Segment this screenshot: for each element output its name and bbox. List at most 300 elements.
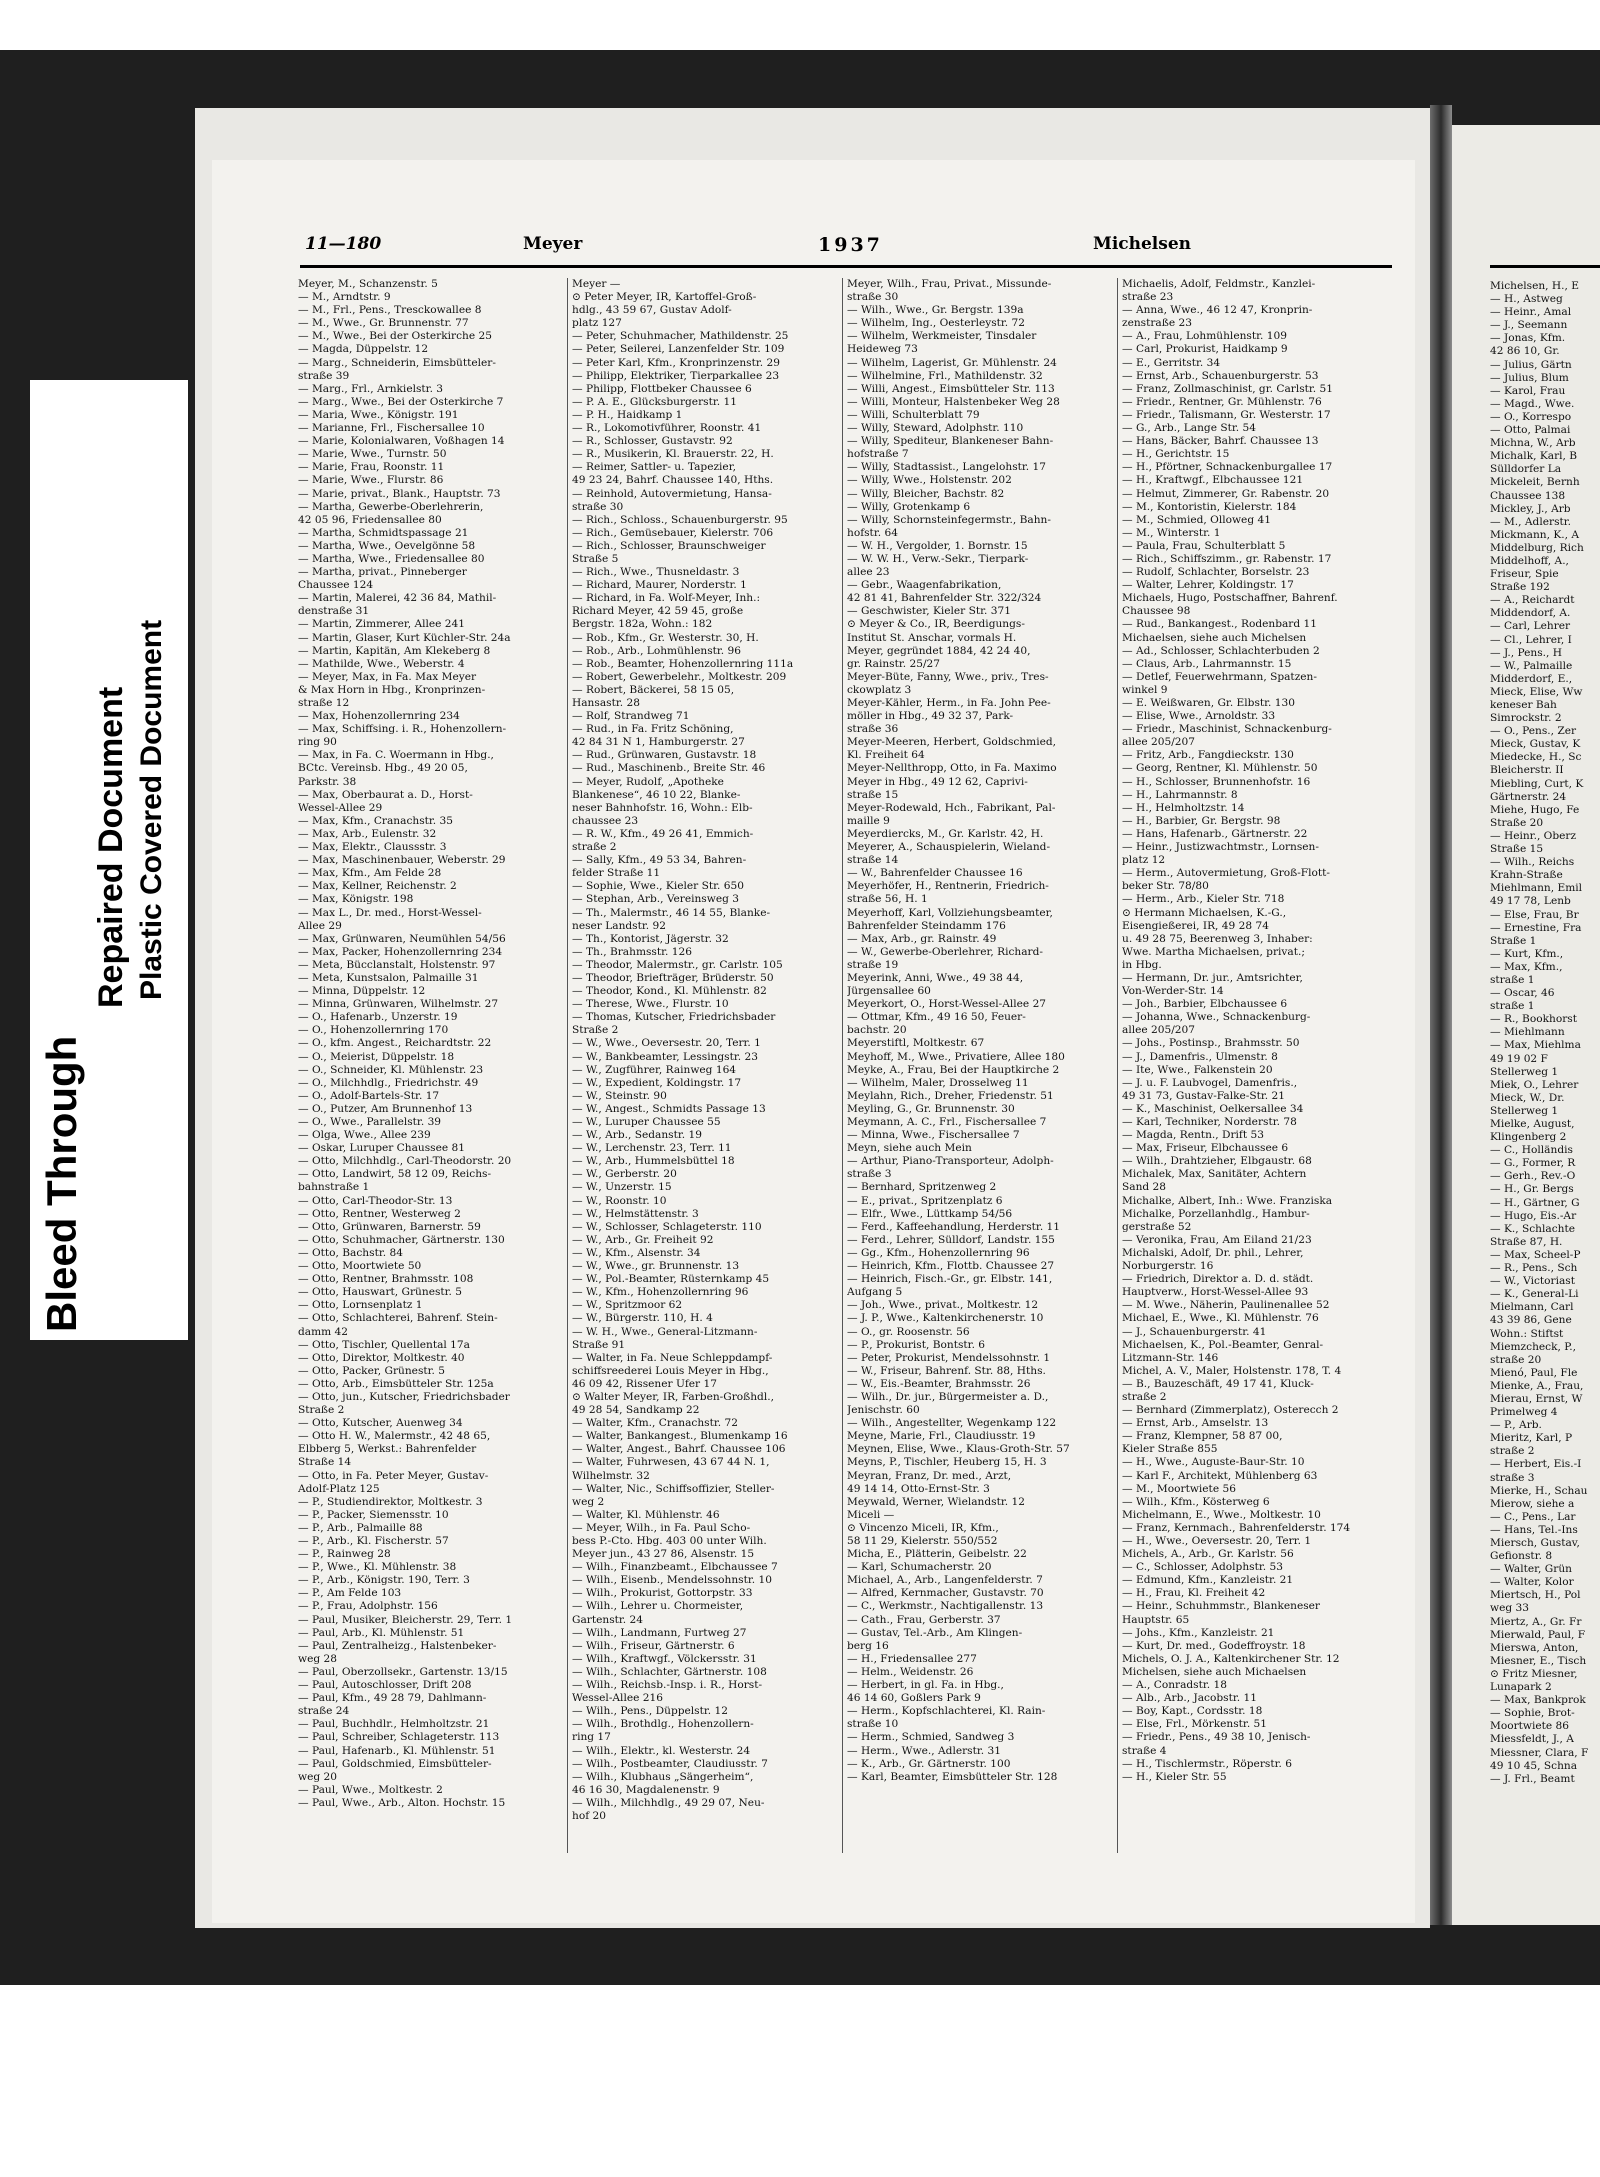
directory-line: — Th., Brahmsstr. 126 <box>572 945 692 958</box>
directory-line: — R., Lokomotivführer, Roonstr. 41 <box>572 422 762 435</box>
directory-line: — Minna, Wwe., Fischersallee 7 <box>847 1129 1020 1142</box>
directory-line: — Hans, Tel.-Ins <box>1490 1523 1578 1536</box>
directory-line: weg 28 <box>298 1652 337 1665</box>
directory-line: — W., Gerberstr. 20 <box>572 1168 677 1181</box>
directory-column-right-page <box>1490 280 1598 1920</box>
directory-line: — O., Meierist, Düppelstr. 18 <box>298 1050 455 1063</box>
directory-line: — Fritz, Arb., Fangdieckstr. 130 <box>1122 749 1294 762</box>
directory-line: — Herbert, in gl. Fa. in Hbg., <box>847 1679 1004 1692</box>
directory-line: — M., Schmied, Olloweg 41 <box>1122 513 1271 526</box>
running-head-left: Meyer <box>523 234 583 254</box>
directory-line: Meyne, Marie, Frl., Claudiusstr. 19 <box>847 1430 1036 1443</box>
directory-line: — Richard, Maurer, Norderstr. 1 <box>572 579 747 592</box>
directory-line: — E., Gerritstr. 34 <box>1122 356 1221 369</box>
directory-line: — Heinrich, Fisch.-Gr., gr. Elbstr. 141, <box>847 1273 1053 1286</box>
directory-line: — Willy, Wwe., Holstenstr. 202 <box>847 474 1012 487</box>
directory-line: Mienó, Paul, Fle <box>1490 1366 1578 1379</box>
directory-line: Miehlmann, Emil <box>1490 882 1583 895</box>
directory-line: — Walter, Bankangest., Blumenkamp 16 <box>572 1430 788 1443</box>
directory-line: — Veronika, Frau, Am Eiland 21/23 <box>1122 1233 1312 1246</box>
directory-line: — Elfr., Wwe., Lüttkamp 54/56 <box>847 1207 1013 1220</box>
directory-line: 46 16 30, Magdalenenstr. 9 <box>572 1783 720 1796</box>
directory-line: — A., Reichardt <box>1490 594 1575 607</box>
directory-line: — W., Arb., Sedanstr. 19 <box>572 1129 702 1142</box>
directory-line: Stellerweg 1 <box>1490 1104 1559 1117</box>
directory-line: — Paula, Frau, Schulterblatt 5 <box>1122 539 1286 552</box>
directory-line: straße 30 <box>572 500 624 513</box>
directory-line: Straße 20 <box>1490 816 1544 829</box>
directory-line: Meyn, siehe auch Mein <box>847 1142 972 1155</box>
directory-line: — Arthur, Piano-Transporteur, Adolph- <box>847 1155 1054 1168</box>
directory-line: neser Landstr. 92 <box>572 919 666 932</box>
directory-line: — Martha, Wwe., Oevelgönne 58 <box>298 539 476 552</box>
directory-line: — Franz, Kernmach., Bahrenfelderstr. 174 <box>1122 1521 1351 1534</box>
directory-line: Hauptverw., Horst-Wessel-Allee 93 <box>1122 1286 1309 1299</box>
directory-line: — Detlef, Feuerwehrmann, Spatzen- <box>1122 670 1317 683</box>
directory-line: Straße 5 <box>572 552 619 565</box>
directory-line: Mierow, siehe a <box>1490 1497 1575 1510</box>
directory-line: Meylahn, Rich., Dreher, Friedenstr. 51 <box>847 1089 1054 1102</box>
directory-line: — Bernhard (Zimmerplatz), Osterecch 2 <box>1122 1404 1339 1417</box>
directory-line: maille 9 <box>847 814 890 827</box>
directory-line: Meywald, Werner, Wielandstr. 12 <box>847 1495 1025 1508</box>
page-number: 11—180 <box>305 234 382 254</box>
directory-line: — H., Pförtner, Schnackenburgallee 17 <box>1122 461 1333 474</box>
directory-line: 49 28 54, Sandkamp 22 <box>572 1404 700 1417</box>
directory-line: — Karl, Beamter, Eimsbütteler Str. 128 <box>847 1770 1058 1783</box>
column-separator <box>567 278 568 1853</box>
running-head-right: Michelsen <box>1093 234 1192 254</box>
directory-line: — M., Kontoristin, Kielerstr. 184 <box>1122 500 1297 513</box>
directory-line: — Heinr., Schuhmmstr., Blankeneser <box>1122 1600 1320 1613</box>
directory-line: ⊙ Meyer & Co., IR, Beerdigungs- <box>847 618 1025 631</box>
directory-line: — Herm., Kopfschlachterei, Kl. Rain- <box>847 1705 1046 1718</box>
directory-line: Meyerer, A., Schauspielerin, Wieland- <box>847 841 1051 854</box>
directory-line: — C., Pens., Lar <box>1490 1510 1576 1523</box>
directory-line: Meyer, Wilh., Frau, Privat., Missunde- <box>847 278 1052 290</box>
directory-line: weg 2 <box>572 1495 605 1508</box>
directory-line: — Joh., Barbier, Elbchaussee 6 <box>1122 998 1288 1011</box>
directory-line: — Max, Miehlma <box>1490 1039 1581 1052</box>
directory-line: 58 11 29, Kielerstr. 550/552 <box>847 1535 998 1547</box>
directory-line: platz 127 <box>572 317 622 330</box>
directory-line: Michelsen, H., E <box>1490 280 1579 292</box>
directory-line: straße 2 <box>1490 1445 1535 1458</box>
directory-line: Straße 91 <box>572 1338 626 1351</box>
directory-line: — H., Astweg <box>1490 293 1563 306</box>
directory-line: Hauptstr. 65 <box>1122 1613 1190 1626</box>
directory-line: — M., Frl., Pens., Tresckowallee 8 <box>298 304 482 317</box>
directory-line: — H., Gärtner, G <box>1490 1196 1580 1209</box>
directory-line: — O., Adolf-Bartels-Str. 17 <box>298 1089 440 1102</box>
directory-line: — Helm., Weidenstr. 26 <box>847 1665 974 1678</box>
directory-line: ring 17 <box>572 1731 611 1744</box>
directory-line: — Karl, Techniker, Norderstr. 78 <box>1122 1116 1297 1128</box>
directory-line: — J., Pens., H <box>1490 646 1563 659</box>
directory-line: — Ernst, Arb., Schauenburgerstr. 53 <box>1122 369 1319 382</box>
directory-line: — Herm., Wwe., Adlerstr. 31 <box>847 1744 1001 1757</box>
directory-column-4 <box>1122 278 1377 1858</box>
directory-line: — Martin, Glaser, Kurt Küchler-Str. 24a <box>298 631 511 644</box>
directory-line: — Gerh., Rev.-O <box>1490 1170 1576 1183</box>
directory-line: — W., Luruper Chaussee 55 <box>572 1116 721 1128</box>
directory-line: — Ottmar, Kfm., 49 16 50, Feuer- <box>847 1011 1026 1024</box>
directory-line: — M., Moortwiete 56 <box>1122 1482 1236 1495</box>
directory-line: — W., Bürgerstr. 110, H. 4 <box>572 1312 713 1325</box>
directory-line: hdlg., 43 59 67, Gustav Adolf- <box>572 304 732 317</box>
plastic-covered-label: Plastic Covered Document <box>135 619 168 1000</box>
directory-line: — Otto, in Fa. Peter Meyer, Gustav- <box>298 1469 489 1482</box>
directory-line: — Wilhelmine, Frl., Mathildenstr. 32 <box>847 369 1043 382</box>
directory-line: Wwe. Martha Michaelsen, privat.; <box>1122 945 1305 958</box>
directory-line: Chaussee 98 <box>1122 605 1191 618</box>
directory-line: — Philipp, Flottbeker Chaussee 6 <box>572 382 752 395</box>
directory-line: — Rob., Beamter, Hohenzollernring 111a <box>572 657 794 670</box>
directory-line: — M., Wwe., Bei der Osterkirche 25 <box>298 330 492 343</box>
directory-line: — P. A. E., Glücksburgerstr. 11 <box>572 395 737 408</box>
directory-line: Meymann, A. C., Frl., Fischersallee 7 <box>847 1116 1047 1128</box>
directory-line: — Theodor, Kond., Kl. Mühlenstr. 82 <box>572 985 767 998</box>
directory-line: — Max, Elektr., Claussstr. 3 <box>298 841 447 854</box>
directory-line: — Gustav, Tel.-Arb., Am Klingen- <box>847 1626 1023 1639</box>
directory-line: — W., Arb., Gr. Freiheit 92 <box>572 1233 714 1246</box>
directory-line: — P., Arb., Kl. Fischerstr. 57 <box>298 1535 449 1547</box>
directory-line: — Marie, privat., Blank., Hauptstr. 73 <box>298 487 501 500</box>
directory-line: — A., Frau, Lohmühlenstr. 109 <box>1122 330 1287 343</box>
directory-line: Miertsch, H., Pol <box>1490 1589 1581 1602</box>
directory-line: — Walter, Lehrer, Koldingstr. 17 <box>1122 579 1294 592</box>
directory-line: — Wilh., Wwe., Gr. Bergstr. 139a <box>847 304 1024 317</box>
directory-line: — C., Holländis <box>1490 1144 1573 1157</box>
directory-line: — W., Bahrenfelder Chaussee 16 <box>847 867 1023 880</box>
directory-line: — Rolf, Strandweg 71 <box>572 710 690 723</box>
directory-line: — Max, in Fa. C. Woermann in Hbg., <box>298 749 494 762</box>
directory-line: — Wilh., Brothdlg., Hohenzollern- <box>572 1718 754 1731</box>
directory-line: — Herm., Autovermietung, Groß-Flott- <box>1122 867 1331 880</box>
directory-line: Norburgerstr. 16 <box>1122 1260 1214 1273</box>
directory-line: — Herm., Arb., Kieler Str. 718 <box>1122 893 1285 906</box>
directory-line: Middelburg, Rich <box>1490 541 1584 554</box>
directory-line: Friseur, Spie <box>1490 568 1559 581</box>
directory-line: Bahrenfelder Steindamm 176 <box>847 919 1006 932</box>
directory-line: — J., Damenfris., Ulmenstr. 8 <box>1122 1050 1278 1063</box>
directory-line: — Max, Packer, Hohenzollernring 234 <box>298 945 503 958</box>
directory-line: Meyke, A., Frau, Bei der Hauptkirche 2 <box>847 1063 1060 1076</box>
directory-line: — Boy, Kapt., Cordsstr. 18 <box>1122 1705 1263 1718</box>
directory-line: — Paul, Goldschmied, Eimsbütteler- <box>298 1757 492 1770</box>
directory-line: — Otto, Tischler, Quellental 17a <box>298 1338 470 1351</box>
directory-line: — W., Wwe., gr. Brunnenstr. 13 <box>572 1260 740 1273</box>
directory-line: — O., gr. Roosenstr. 56 <box>847 1325 970 1338</box>
directory-line: Mieck, Gustav, K <box>1490 738 1581 751</box>
directory-line: — Walter, Fuhrwesen, 43 67 44 N. 1, <box>572 1456 770 1469</box>
directory-line: — Otto, Rentner, Brahmsstr. 108 <box>298 1273 474 1286</box>
directory-line: — Sophie, Wwe., Kieler Str. 650 <box>572 880 744 893</box>
directory-line: — Mathilde, Wwe., Weberstr. 4 <box>298 657 465 670</box>
directory-line: — Otto, Carl-Theodor-Str. 13 <box>298 1194 453 1207</box>
directory-line: Miessner, Clara, F <box>1490 1746 1589 1759</box>
directory-line: — Meyer, Wilh., in Fa. Paul Scho- <box>572 1521 751 1534</box>
directory-line: — Marg., Schneiderin, Eimsbütteler- <box>298 356 496 369</box>
directory-line: — Friedr., Talismann, Gr. Westerstr. 17 <box>1122 408 1331 421</box>
directory-line: — Otto, Milchhdlg., Carl-Theodorstr. 20 <box>298 1155 512 1168</box>
directory-line: Sülldorfer La <box>1490 463 1562 476</box>
directory-line: — Wilh., Reichsb.-Insp. i. R., Horst- <box>572 1679 763 1692</box>
directory-line: — H., Friedensallee 277 <box>847 1652 977 1665</box>
directory-line: — Willy, Stadtassist., Langelohstr. 17 <box>847 461 1047 474</box>
directory-line: Meyerstiftl, Moltkestr. 67 <box>847 1037 985 1050</box>
directory-line: schiffsreederei Louis Meyer in Hbg., <box>572 1364 769 1377</box>
directory-line: Meyer-Nellthropp, Otto, in Fa. Maximo <box>847 762 1057 775</box>
directory-line: — H., Helmholtzstr. 14 <box>1122 801 1245 814</box>
directory-line: Meyer-Meeren, Herbert, Goldschmied, <box>847 736 1057 749</box>
directory-line: — H., Frau, Kl. Freiheit 42 <box>1122 1587 1266 1600</box>
directory-line: Michna, W., Arb <box>1490 437 1576 450</box>
directory-line: Meyerhöfer, H., Rentnerin, Friedrich- <box>847 880 1049 893</box>
directory-line: — Else, Frau, Br <box>1490 908 1579 921</box>
directory-line: — Rud., Maschinenb., Breite Str. 46 <box>572 762 766 775</box>
directory-line: — Walter, Angest., Bahrf. Chaussee 106 <box>572 1443 786 1456</box>
directory-line: — Marie, Frau, Roonstr. 11 <box>298 461 445 474</box>
directory-line: — Rud., in Fa. Fritz Schöning, <box>572 723 734 736</box>
directory-line: straße 36 <box>847 723 899 736</box>
directory-line: Mierswa, Anton, <box>1490 1641 1579 1654</box>
directory-line: — Marie, Kolonialwaren, Voßhagen 14 <box>298 435 505 448</box>
directory-line: Michael, A., Arb., Langenfelderstr. 7 <box>847 1574 1043 1587</box>
directory-line: berg 16 <box>847 1639 889 1652</box>
directory-line: Meyer jun., 43 27 86, Alsenstr. 15 <box>572 1548 755 1561</box>
directory-line: — Max, Bankprok <box>1490 1694 1586 1707</box>
directory-line: — W. H., Wwe., General-Litzmann- <box>572 1325 758 1338</box>
directory-line: — B., Bauzeschäft, 49 17 41, Kluck- <box>1122 1377 1314 1390</box>
directory-line: straße 4 <box>1122 1744 1167 1757</box>
directory-line: Miessfeldt, J., A <box>1490 1733 1574 1746</box>
directory-line: 49 23 24, Bahrf. Chaussee 140, Hths. <box>572 474 774 487</box>
directory-line: — H., Kraftwgf., Elbchaussee 121 <box>1122 474 1304 487</box>
directory-line: — H., Kieler Str. 55 <box>1122 1770 1227 1783</box>
directory-line: — Otto, Grünwaren, Barnerstr. 59 <box>298 1220 481 1233</box>
directory-line: — O., Milchhdlg., Friedrichstr. 49 <box>298 1076 479 1089</box>
directory-line: — W., Roonstr. 10 <box>572 1194 667 1207</box>
directory-line: Adolf-Platz 125 <box>298 1482 380 1495</box>
directory-line: — W., Eis.-Beamter, Brahmsstr. 26 <box>847 1377 1031 1390</box>
directory-line: — Rich., Schlosser, Braunschweiger <box>572 539 766 552</box>
directory-line: — Otto, jun., Kutscher, Friedrichsbader <box>298 1390 510 1403</box>
directory-line: — Franz, Zollmaschinist, gr. Carlstr. 51 <box>1122 382 1334 395</box>
directory-line: beker Str. 78/80 <box>1122 880 1209 893</box>
directory-line: Michalke, Porzellanhdlg., Hambur- <box>1122 1207 1310 1220</box>
directory-line: Gartenstr. 24 <box>572 1613 644 1626</box>
directory-line: — Peter Karl, Kfm., Kronprinzenstr. 29 <box>572 356 780 369</box>
directory-line: — Otto, Hauswart, Grünestr. 5 <box>298 1286 463 1299</box>
directory-line: Michaels, Hugo, Postschaffner, Bahrenf. <box>1122 592 1338 605</box>
directory-line: — R., Musikerin, Kl. Brauerstr. 22, H. <box>572 448 774 461</box>
directory-line: — Ernst, Arb., Amselstr. 13 <box>1122 1417 1269 1430</box>
directory-line: — Max, Kfm., Am Felde 28 <box>298 867 442 880</box>
directory-line: — Rud., Grünwaren, Gustavstr. 18 <box>572 749 757 762</box>
directory-line: — Willi, Schulterblatt 79 <box>847 408 980 421</box>
directory-line: — H., Gerichtstr. 15 <box>1122 448 1230 461</box>
directory-line: Mierau, Ernst, W <box>1490 1392 1583 1405</box>
directory-line: — Max, Scheel-P <box>1490 1248 1581 1261</box>
directory-line: — Walter, Grün <box>1490 1563 1572 1576</box>
directory-line: — W. W. H., Verw.-Sekr., Tierpark- <box>847 552 1029 565</box>
directory-line: 42 05 96, Friedensallee 80 <box>298 513 442 526</box>
directory-line: Mieck, W., Dr. <box>1490 1091 1565 1104</box>
directory-line: Jenischstr. 60 <box>847 1404 920 1417</box>
directory-line: — Else, Frl., Mörkenstr. 51 <box>1122 1718 1268 1731</box>
directory-line: — Otto, Palmai <box>1490 424 1571 437</box>
directory-line: — W., Lerchenstr. 23, Terr. 11 <box>572 1142 732 1155</box>
directory-line: Midderdorf, E., <box>1490 672 1573 685</box>
directory-line: Wohn.: Stiftst <box>1490 1327 1564 1340</box>
directory-line: — E., privat., Spritzenplatz 6 <box>847 1194 1003 1207</box>
directory-line: 49 14 14, Otto-Ernst-Str. 3 <box>847 1482 990 1495</box>
directory-line: — W., Unzerstr. 15 <box>572 1181 672 1194</box>
directory-line: Jürgensallee 60 <box>847 985 931 998</box>
directory-line: BCtc. Vereinsb. Hbg., 49 20 05, <box>298 762 468 775</box>
directory-column-3 <box>847 278 1102 1858</box>
directory-line: straße 3 <box>847 1168 892 1181</box>
directory-line: Meyer in Hbg., 49 12 62, Caprivi- <box>847 775 1028 788</box>
directory-line: Miesner, E., Tisch <box>1490 1654 1587 1667</box>
directory-line: Chaussee 138 <box>1490 489 1566 502</box>
directory-line: ⊙ Hermann Michaelsen, K.-G., <box>1122 906 1287 919</box>
directory-line: — Walter, Kolor <box>1490 1576 1574 1589</box>
directory-line: — Wilhelm, Lagerist, Gr. Mühlenstr. 24 <box>847 356 1057 369</box>
directory-line: — Martin, Zimmerer, Allee 241 <box>298 618 466 631</box>
directory-line: — Johanna, Wwe., Schnackenburg- <box>1122 1011 1311 1024</box>
directory-line: — Max, Schiffsing. i. R., Hohenzollern- <box>298 723 507 736</box>
directory-line: — Walter, Kfm., Cranachstr. 72 <box>572 1417 738 1430</box>
directory-line: 49 19 02 F <box>1490 1052 1548 1065</box>
directory-line: — Marg., Frl., Arnkielstr. 3 <box>298 382 444 395</box>
directory-line: — Wilh., Reichs <box>1490 856 1575 869</box>
directory-line: Micha, E., Plätterin, Geibelstr. 22 <box>847 1548 1027 1561</box>
directory-line: — Wilhelm, Ing., Oesterleystr. 72 <box>847 317 1026 330</box>
directory-line: — Otto, Schuhmacher, Gärtnerstr. 130 <box>298 1233 505 1246</box>
directory-line: — Wilh., Landmann, Furtweg 27 <box>572 1626 747 1639</box>
directory-line: — Otto, Rentner, Westerweg 2 <box>298 1207 461 1220</box>
directory-line: Miehe, Hugo, Fe <box>1490 803 1580 816</box>
directory-line: Michalke, Albert, Inh.: Wwe. Franziska <box>1122 1194 1333 1207</box>
directory-line: — Otto, Moortwiete 50 <box>298 1260 422 1273</box>
binding-gutter <box>1430 105 1452 1925</box>
directory-line: — Richard, in Fa. Wolf-Meyer, Inh.: <box>572 592 761 605</box>
directory-line: — Helmut, Zimmerer, Gr. Rabenstr. 20 <box>1122 487 1330 500</box>
directory-line: — Max, Kfm., <box>1490 960 1563 973</box>
directory-line: straße 19 <box>847 958 899 971</box>
directory-line: — Willy, Grotenkamp 6 <box>847 500 971 513</box>
directory-line: — M., Wwe., Gr. Brunnenstr. 77 <box>298 317 469 330</box>
directory-line: — J. Frl., Beamt <box>1490 1772 1575 1785</box>
directory-line: — Wilh., Pens., Düppelstr. 12 <box>572 1705 728 1718</box>
directory-line: Michelsen, siehe auch Michaelsen <box>1122 1665 1307 1678</box>
directory-line: — Max, Friseur, Elbchaussee 6 <box>1122 1142 1289 1155</box>
directory-line: — Wilh., Klubhaus „Sängerheim“, <box>572 1770 754 1783</box>
directory-line: Miersch, Gustav, <box>1490 1537 1580 1549</box>
directory-line: — Otto, Arb., Eimsbütteler Str. 125a <box>298 1377 494 1390</box>
directory-line: — Willy, Schornsteinfegermstr., Bahn- <box>847 513 1051 526</box>
directory-line: — Wilh., Milchhdlg., 49 29 07, Neu- <box>572 1796 765 1809</box>
directory-line: Meynen, Elise, Wwe., Klaus-Groth-Str. 57 <box>847 1443 1070 1456</box>
directory-line: — Wilh., Angestellter, Wegenkamp 122 <box>847 1417 1057 1430</box>
directory-line: — G., Former, R <box>1490 1157 1576 1170</box>
directory-line: Primelweg 4 <box>1490 1406 1558 1419</box>
directory-line: Lunapark 2 <box>1490 1681 1552 1694</box>
directory-line: felder Straße 11 <box>572 867 661 880</box>
directory-line: gr. Rainstr. 25/27 <box>847 657 941 670</box>
directory-line: Michalski, Adolf, Dr. phil., Lehrer, <box>1122 1246 1304 1259</box>
directory-line: — Bernhard, Spritzenweg 2 <box>847 1181 997 1194</box>
directory-line: — Wilh., Finanzbeamt., Elbchaussee 7 <box>572 1561 778 1574</box>
directory-line: — P., Prokurist, Bontstr. 6 <box>847 1338 986 1351</box>
directory-line: — Otto, Bachstr. 84 <box>298 1246 403 1259</box>
directory-line: — Julius, Blum <box>1490 371 1569 384</box>
directory-line: — Otto, Direktor, Moltkestr. 40 <box>298 1351 465 1364</box>
directory-line: — Miehlmann <box>1490 1026 1565 1039</box>
directory-line: — W., Arb., Hummelsbüttel 18 <box>572 1155 735 1168</box>
directory-line: — Karl, Schumacherstr. 20 <box>847 1561 992 1574</box>
directory-line: weg 20 <box>298 1770 337 1783</box>
directory-line: — Otto, Packer, Grünestr. 5 <box>298 1364 446 1377</box>
directory-line: — Rich., Wwe., Thusneldastr. 3 <box>572 566 740 579</box>
directory-line: — Robert, Gewerbelehr., Moltkestr. 209 <box>572 670 787 683</box>
directory-line: — Minna, Grünwaren, Wilhelmstr. 27 <box>298 998 499 1011</box>
directory-line: — H., Wwe., Oeversestr. 20, Terr. 1 <box>1122 1535 1312 1547</box>
directory-line: ⊙ Peter Meyer, IR, Kartoffel-Groß- <box>572 291 757 304</box>
directory-line: möller in Hbg., 49 32 37, Park- <box>847 710 1014 723</box>
directory-line: straße 2 <box>1122 1390 1167 1403</box>
directory-line: — P., Packer, Siemensstr. 10 <box>298 1508 449 1521</box>
directory-line: — Paul, Oberzollsekr., Gartenstr. 13/15 <box>298 1665 508 1678</box>
directory-line: Meyns, P., Tischler, Heuberg 15, H. 3 <box>847 1456 1047 1469</box>
directory-line: — Heinr., Oberz <box>1490 829 1577 842</box>
directory-line: — Max, Grünwaren, Neumühlen 54/56 <box>298 932 506 945</box>
directory-line: — Martha, Gewerbe-Oberlehrerin, <box>298 500 484 513</box>
directory-line: Klingenberg 2 <box>1490 1131 1567 1144</box>
directory-line: — Gg., Kfm., Hohenzollernring 96 <box>847 1246 1030 1259</box>
header-rule <box>300 265 1392 268</box>
directory-line: ⊙ Vincenzo Miceli, IR, Kfm., <box>847 1521 999 1534</box>
directory-line: Mickley, J., Arb <box>1490 502 1571 515</box>
directory-line: — W. H., Vergolder, 1. Bornstr. 15 <box>847 539 1028 552</box>
directory-line: — Walter, in Fa. Neue Schleppdampf- <box>572 1351 773 1364</box>
directory-line: — Friedr., Rentner, Gr. Mühlenstr. 76 <box>1122 395 1322 408</box>
directory-line: Michels, A., Arb., Gr. Karlstr. 56 <box>1122 1548 1294 1561</box>
directory-line: — Max, Maschinenbauer, Weberstr. 29 <box>298 854 506 867</box>
directory-line: — Karol, Frau <box>1490 384 1566 397</box>
directory-line: Michaelsen, K., Pol.-Beamter, Genral- <box>1122 1338 1324 1351</box>
directory-line: 46 14 60, Goßlers Park 9 <box>847 1692 981 1705</box>
directory-line: Michaelsen, siehe auch Michelsen <box>1122 631 1307 644</box>
directory-line: — Paul, Arb., Kl. Mühlenstr. 51 <box>298 1626 465 1639</box>
directory-line: — Wilh., Friseur, Gärtnerstr. 6 <box>572 1639 735 1652</box>
directory-line: — M., Adlerstr. <box>1490 515 1572 528</box>
directory-line: Aufgang 5 <box>847 1286 903 1299</box>
directory-line: — M., Winterstr. 1 <box>1122 526 1221 539</box>
directory-line: — Wilhelm, Maler, Drosselweg 11 <box>847 1076 1029 1089</box>
directory-line: — Rich., Gemüsebauer, Kielerstr. 706 <box>572 526 774 539</box>
directory-line: — Max, Kfm., Cranachstr. 35 <box>298 814 454 827</box>
directory-line: — Maria, Wwe., Königstr. 191 <box>298 408 459 421</box>
directory-line: — Joh., Wwe., privat., Moltkestr. 12 <box>847 1299 1039 1312</box>
directory-line: straße 12 <box>298 697 350 709</box>
directory-line: — Sophie, Brot- <box>1490 1707 1575 1720</box>
directory-line: — Paul, Musiker, Bleicherstr. 29, Terr. 1 <box>298 1613 513 1626</box>
directory-line: Richard Meyer, 42 59 45, große <box>572 605 744 618</box>
directory-line: — Paul, Hafenarb., Kl. Mühlenstr. 51 <box>298 1744 496 1757</box>
